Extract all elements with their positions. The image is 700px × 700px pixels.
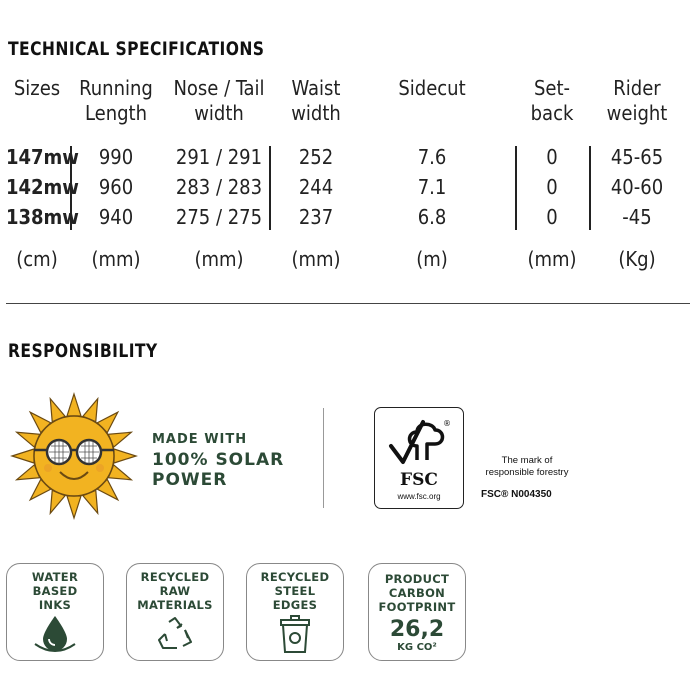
row-setback: 0 [546, 145, 558, 169]
water-drop-icon [31, 614, 79, 654]
row-size: 142mw [6, 175, 79, 199]
header-setback-line1: Set- [533, 76, 571, 100]
row-size: 147mw [6, 145, 79, 169]
fsc-caption-line1: The mark of [501, 455, 553, 466]
fsc-caption-line2: responsible forestry [485, 467, 569, 478]
fsc-tree-check-icon [385, 416, 453, 472]
responsibility-divider [323, 408, 324, 508]
badge-line: MATERIALS [137, 598, 213, 612]
row-waist: 244 [298, 175, 334, 199]
badge-line: BASED [32, 584, 78, 598]
header-setback-line2: back [530, 101, 574, 125]
header-waist-line2: width [291, 101, 341, 125]
solar-line2: 100% SOLAR [152, 450, 285, 470]
row-rider: -45 [622, 205, 652, 229]
carbon-footprint-value: 26,2 [389, 617, 445, 642]
header-nose-line2: width [194, 101, 244, 125]
row-sidecut: 7.1 [417, 175, 447, 199]
badge-line: STEEL [274, 584, 316, 598]
recycled-steel-edges-badge [246, 563, 344, 661]
header-running-line2: Length [84, 101, 148, 125]
solar-line3: POWER [152, 470, 228, 490]
fsc-caption [472, 455, 582, 479]
section-divider [6, 303, 690, 304]
header-rider-weight [607, 76, 668, 126]
row-nose-tail: 275 / 275 [175, 205, 263, 229]
row-nose-tail: 291 / 291 [175, 145, 263, 169]
row-waist: 252 [298, 145, 334, 169]
badge-line: RECYCLED [260, 570, 330, 584]
badge-line: PRODUCT [384, 572, 450, 586]
header-waist-width [291, 76, 341, 126]
header-setback [531, 76, 574, 126]
sun-icon [2, 390, 144, 524]
column-separator [515, 146, 517, 230]
row-rider: 45-65 [610, 145, 664, 169]
row-sidecut: 6.8 [417, 205, 447, 229]
badge-line: RECYCLED [140, 570, 210, 584]
technical-specifications-title: TECHNICAL SPECIFICATIONS [8, 38, 265, 60]
unit-nose-tail: (mm) [194, 247, 244, 271]
fsc-url: www.fsc.org [397, 492, 441, 501]
badge-line: RAW [159, 584, 191, 598]
header-rider-line1: Rider [613, 76, 661, 100]
fsc-logo [374, 407, 464, 509]
recycle-icon [155, 616, 195, 652]
row-waist: 237 [298, 205, 334, 229]
row-running: 960 [98, 175, 134, 199]
row-running: 990 [98, 145, 134, 169]
solar-line1: MADE WITH [152, 432, 248, 447]
unit-sizes: (cm) [16, 247, 58, 271]
row-nose-tail: 283 / 283 [175, 175, 263, 199]
recycling-bin-icon [279, 614, 311, 654]
carbon-footprint-unit: KG CO² [397, 642, 437, 653]
unit-sidecut: (m) [416, 247, 448, 271]
row-setback: 0 [546, 205, 558, 229]
product-carbon-footprint-badge [368, 563, 466, 661]
header-waist-line1: Waist [291, 76, 341, 100]
badge-line: CARBON [388, 586, 446, 600]
row-size: 138mw [6, 205, 79, 229]
row-rider: 40-60 [610, 175, 664, 199]
responsibility-title: RESPONSIBILITY [8, 340, 158, 362]
unit-rider: (Kg) [618, 247, 656, 271]
header-nose-line1: Nose / Tail [173, 76, 265, 100]
header-sidecut: Sidecut [398, 76, 466, 100]
header-nose-tail-width [173, 76, 264, 126]
badge-line: INKS [38, 598, 72, 612]
column-separator [269, 146, 271, 230]
badge-line: WATER [31, 570, 79, 584]
svg-text:®: ® [443, 419, 451, 428]
unit-waist: (mm) [291, 247, 341, 271]
solar-power-text [152, 430, 284, 490]
water-based-inks-badge [6, 563, 104, 661]
unit-running: (mm) [91, 247, 141, 271]
unit-setback: (mm) [527, 247, 577, 271]
header-running-length [79, 76, 153, 126]
column-separator [589, 146, 591, 230]
row-sidecut: 7.6 [417, 145, 447, 169]
header-rider-line2: weight [606, 101, 668, 125]
row-setback: 0 [546, 175, 558, 199]
recycled-raw-materials-badge [126, 563, 224, 661]
fsc-label: FSC [400, 470, 438, 490]
badge-line: FOOTPRINT [378, 600, 456, 614]
header-running-line1: Running [79, 76, 153, 100]
row-running: 940 [98, 205, 134, 229]
header-sizes: Sizes [13, 76, 61, 100]
badge-line: EDGES [272, 598, 318, 612]
fsc-license-code: FSC® N004350 [481, 489, 552, 500]
